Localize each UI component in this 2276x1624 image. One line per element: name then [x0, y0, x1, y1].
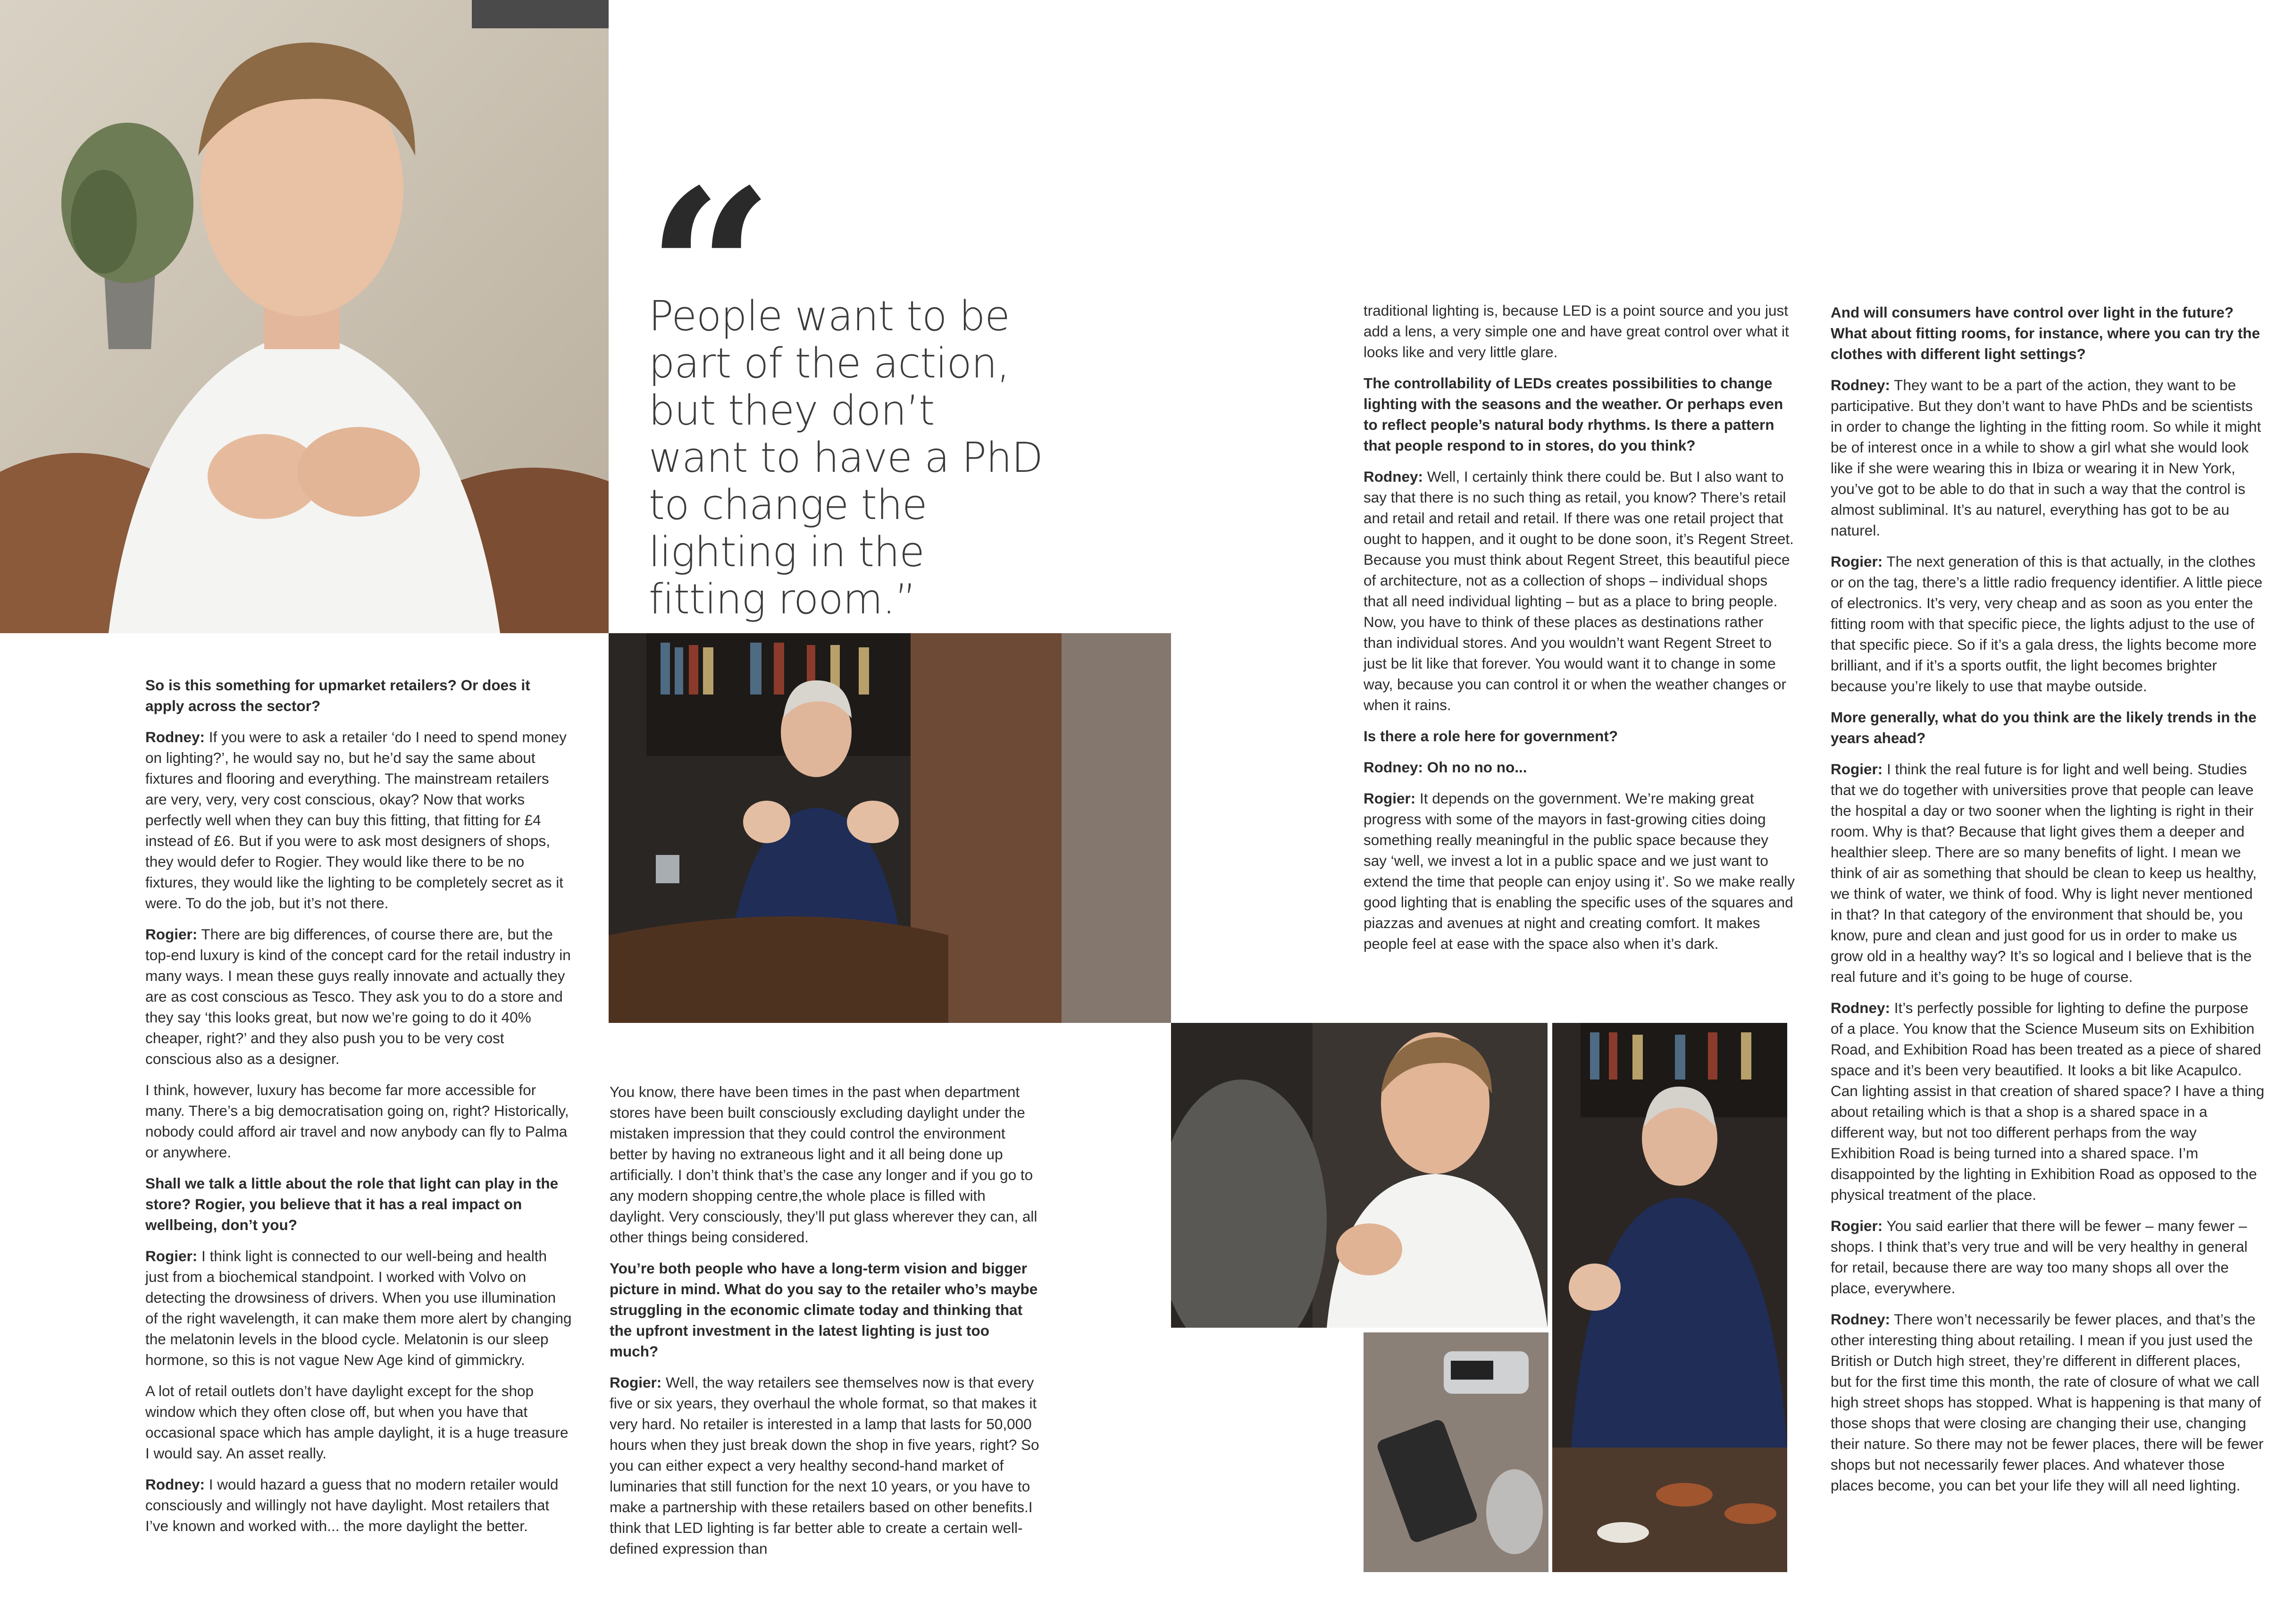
body-paragraph: traditional lighting is, because LED is a point source and you just add a lens, a very simple one and have great control over what it looks like and very little glare.	[1364, 302, 1789, 360]
photo-rodney-gesturing	[609, 633, 1171, 1023]
interview-question: Shall we talk a little about the role that light can play in the store? Rogier, you believe that it has a real impact on wellbeing, don’t you?	[145, 1175, 559, 1233]
answer-text: You said earlier that there will be fewer – many fewer – shops. I think that’s very true and will be very healthy in general for retail, because there are way too many shops all over the place, everywhere.	[1831, 1217, 2248, 1297]
answer-text: They want to be a part of the action, they want to be participative. But they don’t want to have PhDs and be scientists in order to change the lighting in the fitting room. So while it might be of interest once in a while to show a girl what she would look like if she were wearing this in Ibiza or wearing it in New York, you’ve got to be able to do that in such a way that the control is almost subliminal. It’s au naturel, everything has got to be au naturel.	[1831, 377, 2261, 539]
interview-answer	[1831, 551, 2265, 696]
interview-answer	[145, 1246, 572, 1370]
speaker-name: Rogier:	[1364, 790, 1416, 807]
speaker-name: Rodney:	[1831, 377, 1890, 393]
speaker-name: Rogier:	[610, 1374, 662, 1391]
interview-answer	[1831, 1309, 2265, 1496]
interview-answer	[1364, 788, 1795, 954]
interview-answer	[1831, 375, 2265, 541]
pull-quote-text: People want to be part of the action, but they don’t want to have a PhD to change the lighting in the fitting room.”	[649, 292, 1043, 623]
speaker-name: Rodney:	[145, 728, 205, 745]
speaker-name: Rogier:	[145, 926, 198, 943]
text-column-2	[610, 1081, 1041, 1569]
speaker-name: Rogier:	[1831, 553, 1883, 570]
interview-question: So is this something for upmarket retailers? Or does it apply across the sector?	[145, 677, 530, 714]
text-column-3	[1364, 300, 1795, 964]
interview-question: Is there a role here for government?	[1364, 728, 1618, 745]
interview-answer	[1364, 466, 1795, 715]
answer-text: There won’t necessarily be fewer places, and that’s the other interesting thing about retailing. I mean if you just used the British or Dutch high street, they’re different in different places, but for the first time this month, the rate of closure of what we call high street shops has stopped. What is happening is that many of those shops that were closing are changing their use, changing their nature. So there may not be fewer places, there will be fewer shops but not necessarily fewer places. And whatever those places become, you can bet your life they will all need lighting.	[1831, 1311, 2264, 1494]
answer-text: I think the real future is for light and well being. Studies that we do together with universities prove that people can leave the hospital a day or two sooner when the lighting is right in their room. Why is that? Because that light gives them a deeper and healthier sleep. There are so many benefits of light. I mean we think of air as something that should be clean to keep us healthy, we think of water, we think of food. Why is light never mentioned in that? In that category of the environment that should be, you know, pure and clean and just good for us in order to make us grow old in a healthy way? It’s so logical and I believe that is the real future and it’s going to be huge of course.	[1831, 761, 2257, 985]
speaker-name: Rogier:	[145, 1247, 198, 1264]
speaker-name: Rodney:	[145, 1476, 205, 1493]
answer-text: It depends on the government. We’re making great progress with some of the mayors in fast-growing cities doing something really meaningful in the public space because they say ‘well, we invest a lot in a public space and we just want to extend the time that people can enjoy using it’. So we make really good lighting that is enabling the specific uses of the squares and piazzas and avenues at night and creating comfort. It makes people feel at ease with the space also when it’s dark.	[1364, 790, 1795, 952]
answer-text: It’s perfectly possible for lighting to define the purpose of a place. You know that the Science Museum sits on Exhibition Road, and Exhibition Road has been treated as a piece of shared space and it’s been very beautified. It looks a bit like Acapulco. Can lighting assist in that creation of shared space? I have a thing about retailing which is that a shop is a shared space in a different way, but not too different perhaps from the way Exhibition Road is being turned into a shared space. I’m disappointed by the lighting in Exhibition Road as opposed to the physical treatment of the place.	[1831, 999, 2265, 1203]
interview-question: Rodney: Oh no no no...	[1364, 759, 1527, 776]
interview-question: More generally, what do you think are the likely trends in the years ahead?	[1831, 709, 2257, 746]
interview-question: The controllability of LEDs creates possibilities to change lighting with the seasons and the weather. Or perhaps even to reflect people’s natural body rhythms. Is there a pattern that people respond to in stores, do you think?	[1364, 375, 1783, 454]
answer-text: The next generation of this is that actually, in the clothes or on the tag, there’s a little radio frequency identifier. A little piece of electronics. It’s very, very cheap and as soon as you enter the fitting room with that specific piece, the lights adjust to the use of that specific piece. So if it’s a gala dress, the lights become more brilliant, and if it’s a sports outfit, the light becomes brighter because you’re likely to use that maybe outside.	[1831, 553, 2263, 695]
interview-answer	[145, 727, 572, 913]
answer-text: There are big differences, of course there are, but the top-end luxury is kind of the concept card for the retail industry in many ways. I mean these guys really innovate and actually they are as cost conscious as Tesco. They ask you to do a store and they say ‘this looks great, but now we’re going to do it 40% cheaper, right?’ and they also push you to be very cost conscious also as a designer.	[145, 926, 571, 1067]
interview-answer	[145, 1474, 572, 1536]
interview-question: And will consumers have control over light in the future? What about fitting rooms, for instance, where you can try the clothes with different light settings?	[1831, 304, 2260, 362]
body-paragraph: You know, there have been times in the past when department stores have been built consciously excluding daylight under the mistaken impression that they could control the environment better by having no extraneous light and it all being done up artificially. I don’t think that’s the case any longer and if you go to any modern shopping centre,the whole place is filled with daylight. Very consciously, they’ll put glass wherever they can, all other things being considered.	[610, 1083, 1038, 1246]
answer-text: Well, the way retailers see themselves now is that every five or six years, they overhaul the whole format, so that makes it very hard. No retailer is interested in a lamp that lasts for 50,000 hours when they just break down the shop in five years, right? So you can either expect a very healthy second-hand market of luminaries that still function for the next 10 years, or you have to make a partnership with these retailers based on other benefits.I think that LED lighting is far better able to create a certain well-defined expression than	[610, 1374, 1039, 1557]
text-column-1	[145, 675, 572, 1547]
interview-answer	[610, 1372, 1041, 1559]
speaker-name: Rodney:	[1831, 1311, 1890, 1328]
interview-answer	[1831, 759, 2265, 987]
photo-table-recorder	[1364, 1332, 1548, 1572]
interview-answer	[1831, 997, 2265, 1205]
body-paragraph: A lot of retail outlets don’t have daylight except for the shop window which they often close off, but when you have that occasional space which has ample daylight, it is a huge treasure I would say. An asset really.	[145, 1382, 569, 1462]
speaker-name: Rogier:	[1831, 1217, 1883, 1234]
interview-question: You’re both people who have a long-term vision and bigger picture in mind. What do you say to the retailer who’s maybe struggling in the economic climate today and thinking that the upfront investment in the latest lighting is just too much?	[610, 1260, 1038, 1360]
speaker-name: Rogier:	[1831, 761, 1883, 778]
interview-answer	[145, 924, 572, 1069]
pull-quote-mark	[646, 160, 774, 278]
speaker-name: Rodney:	[1831, 999, 1890, 1016]
body-paragraph: I think, however, luxury has become far more accessible for many. There’s a big democratisation going on, right? Historically, nobody could afford air travel and now anybody can fly to Palma or anywhere.	[145, 1081, 569, 1161]
photo-rodney-smiling	[1552, 1023, 1787, 1572]
speaker-name: Rodney:	[1364, 468, 1423, 485]
photo-rogier-talking	[1171, 1023, 1548, 1328]
photo-rogier-portrait	[0, 0, 609, 633]
text-column-4	[1831, 302, 2265, 1506]
interview-answer	[1831, 1215, 2265, 1298]
answer-text: I would hazard a guess that no modern retailer would consciously and willingly not have daylight. Most retailers that I’ve known and worked with... the more daylight the better.	[145, 1476, 559, 1534]
answer-text: I think light is connected to our well-being and health just from a biochemical standpoint. I worked with Volvo on detecting the drowsiness of drivers. When you use illumination of the right wavelength, it can make them more alert by changing the melatonin levels in the blood cycle. Melatonin is our sleep hormone, so this is not vague New Age kind of gimmickry.	[145, 1247, 572, 1368]
answer-text: If you were to ask a retailer ‘do I need to spend money on lighting?’, he would say no, but he’d say the same about fixtures and flooring and everything. The mainstream retailers are very, very, very cost conscious, okay? Now that works perfectly well when they can buy this fitting, that fitting for £4 instead of £6. But if you were to ask most designers of shops, they would defer to Rogier. They would like there to be no fixtures, they would like the lighting to be completely secret as it were. To do the job, but it’s not there.	[145, 728, 567, 912]
answer-text: Well, I certainly think there could be. But I also want to say that there is no such thing as retail, you know? There’s retail and retail and retail and retail. If there was one retail project that ought to happen, and it ought to be done soon, it’s Regent Street. Because you must think about Regent Street, this beautiful piece of architecture, not as a collection of shops – individual shops that all need individual lighting – but as a place to bring people. Now, you have to think of these places as destinations rather than individual stores. And you wouldn’t want Regent Street to just be lit like that forever. You would want it to change in some way, because you can control it or when the weather changes or when it rains.	[1364, 468, 1794, 713]
